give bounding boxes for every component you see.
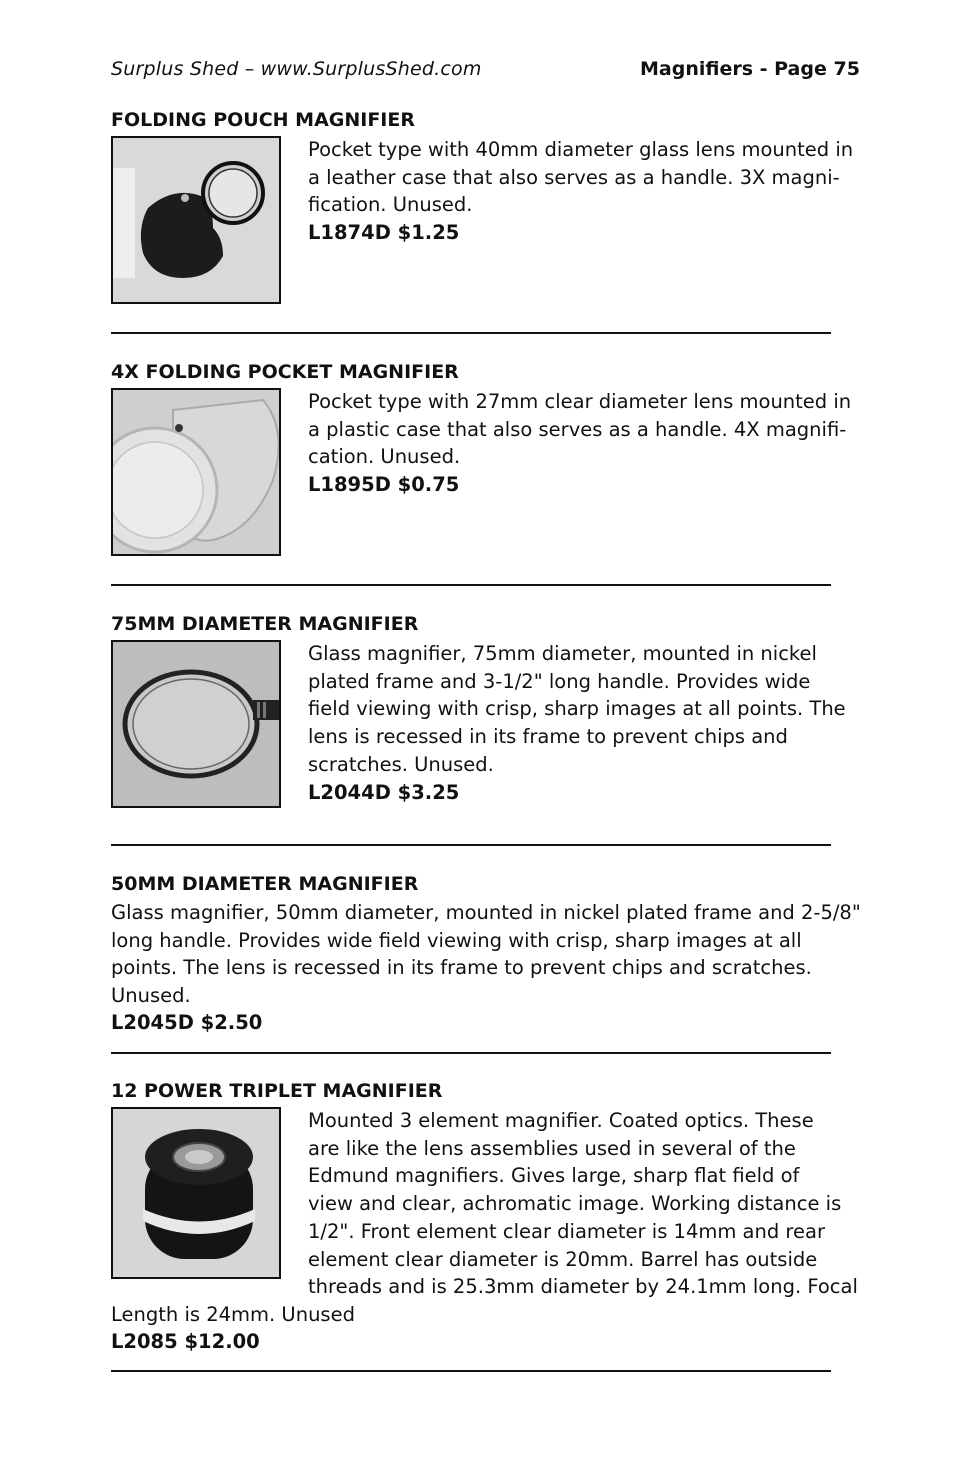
handle-magnifier-image: [113, 642, 281, 808]
product-photo: [111, 1107, 281, 1279]
description-line: field viewing with crisp, sharp images at all points. The: [308, 697, 846, 721]
page-header-section: Magnifiers - Page 75: [640, 58, 860, 80]
description-line: Length is 24mm. Unused: [111, 1302, 355, 1326]
description-line: cation. Unused.: [308, 445, 461, 469]
description-line: Pocket type with 27mm clear diameter lens mounted in: [308, 390, 852, 413]
section-divider: [111, 844, 831, 846]
product-photo: [111, 388, 281, 556]
product-folding-pouch-magnifier: [111, 108, 854, 247]
section-divider: [111, 584, 831, 586]
pouch-magnifier-image: [113, 138, 281, 304]
product-title: 50MM DIAMETER MAGNIFIER: [111, 873, 419, 895]
product-title: 75MM DIAMETER MAGNIFIER: [111, 613, 419, 635]
description-line: a leather case that also serves as a handle. 3X magni-: [308, 165, 840, 189]
description-line: threads and is 25.3mm diameter by 24.1mm long. Focal: [308, 1275, 858, 1299]
description-line: 1/2". Front element clear diameter is 14mm and rear: [308, 1219, 825, 1243]
product-photo: [111, 640, 281, 808]
description-line: Glass magnifier, 75mm diameter, mounted in nickel: [308, 642, 817, 665]
description-line: long handle. Provides wide field viewing with crisp, sharp images at all: [111, 928, 802, 952]
description-line: plated frame and 3-1/2" long handle. Provides wide: [308, 669, 811, 693]
section-divider: [111, 332, 831, 334]
description-line: Unused.: [111, 983, 191, 1007]
section-divider: [111, 1370, 831, 1372]
description-line: a plastic case that also serves as a handle. 4X magnifi-: [308, 417, 847, 441]
product-code-price: L2085 $12.00: [111, 1330, 260, 1354]
description-line: view and clear, achromatic image. Working distance is: [308, 1192, 842, 1216]
triplet-magnifier-image: [113, 1109, 281, 1279]
product-title: 12 POWER TRIPLET MAGNIFIER: [111, 1080, 443, 1102]
description-line: fication. Unused.: [308, 193, 473, 217]
product-code-price: L1895D $0.75: [308, 473, 460, 497]
product-50mm-diameter-magnifier: [111, 872, 861, 1037]
product-12-power-triplet-magnifier: [111, 1079, 858, 1356]
description-line: lens is recessed in its frame to prevent chips and: [308, 725, 788, 749]
description-line: Glass magnifier, 50mm diameter, mounted in nickel plated frame and 2-5/8": [111, 901, 861, 924]
product-4x-folding-pocket-magnifier: [111, 360, 852, 499]
product-code-price: L2044D $3.25: [308, 780, 460, 804]
product-code-price: L1874D $1.25: [308, 221, 460, 245]
product-code-price: L2045D $2.50: [111, 1011, 263, 1034]
section-divider: [111, 1052, 831, 1054]
pocket-magnifier-image: [113, 390, 281, 556]
description-line: scratches. Unused.: [308, 752, 494, 776]
description-line: are like the lens assemblies used in several of the: [308, 1136, 796, 1160]
description-line: points. The lens is recessed in its frame to prevent chips and scratches.: [111, 956, 812, 979]
product-title: 4X FOLDING POCKET MAGNIFIER: [111, 361, 459, 383]
product-photo: [111, 136, 281, 304]
product-75mm-diameter-magnifier: [111, 612, 846, 806]
description-line: element clear diameter is 20mm. Barrel has outside: [308, 1247, 818, 1271]
description-line: Mounted 3 element magnifier. Coated optics. These: [308, 1109, 814, 1132]
description-line: Edmund magnifiers. Gives large, sharp flat field of: [308, 1164, 800, 1188]
product-title: FOLDING POUCH MAGNIFIER: [111, 109, 415, 131]
description-line: Pocket type with 40mm diameter glass lens mounted in: [308, 138, 854, 161]
page-header-site: Surplus Shed – www.SurplusShed.com: [111, 58, 482, 80]
